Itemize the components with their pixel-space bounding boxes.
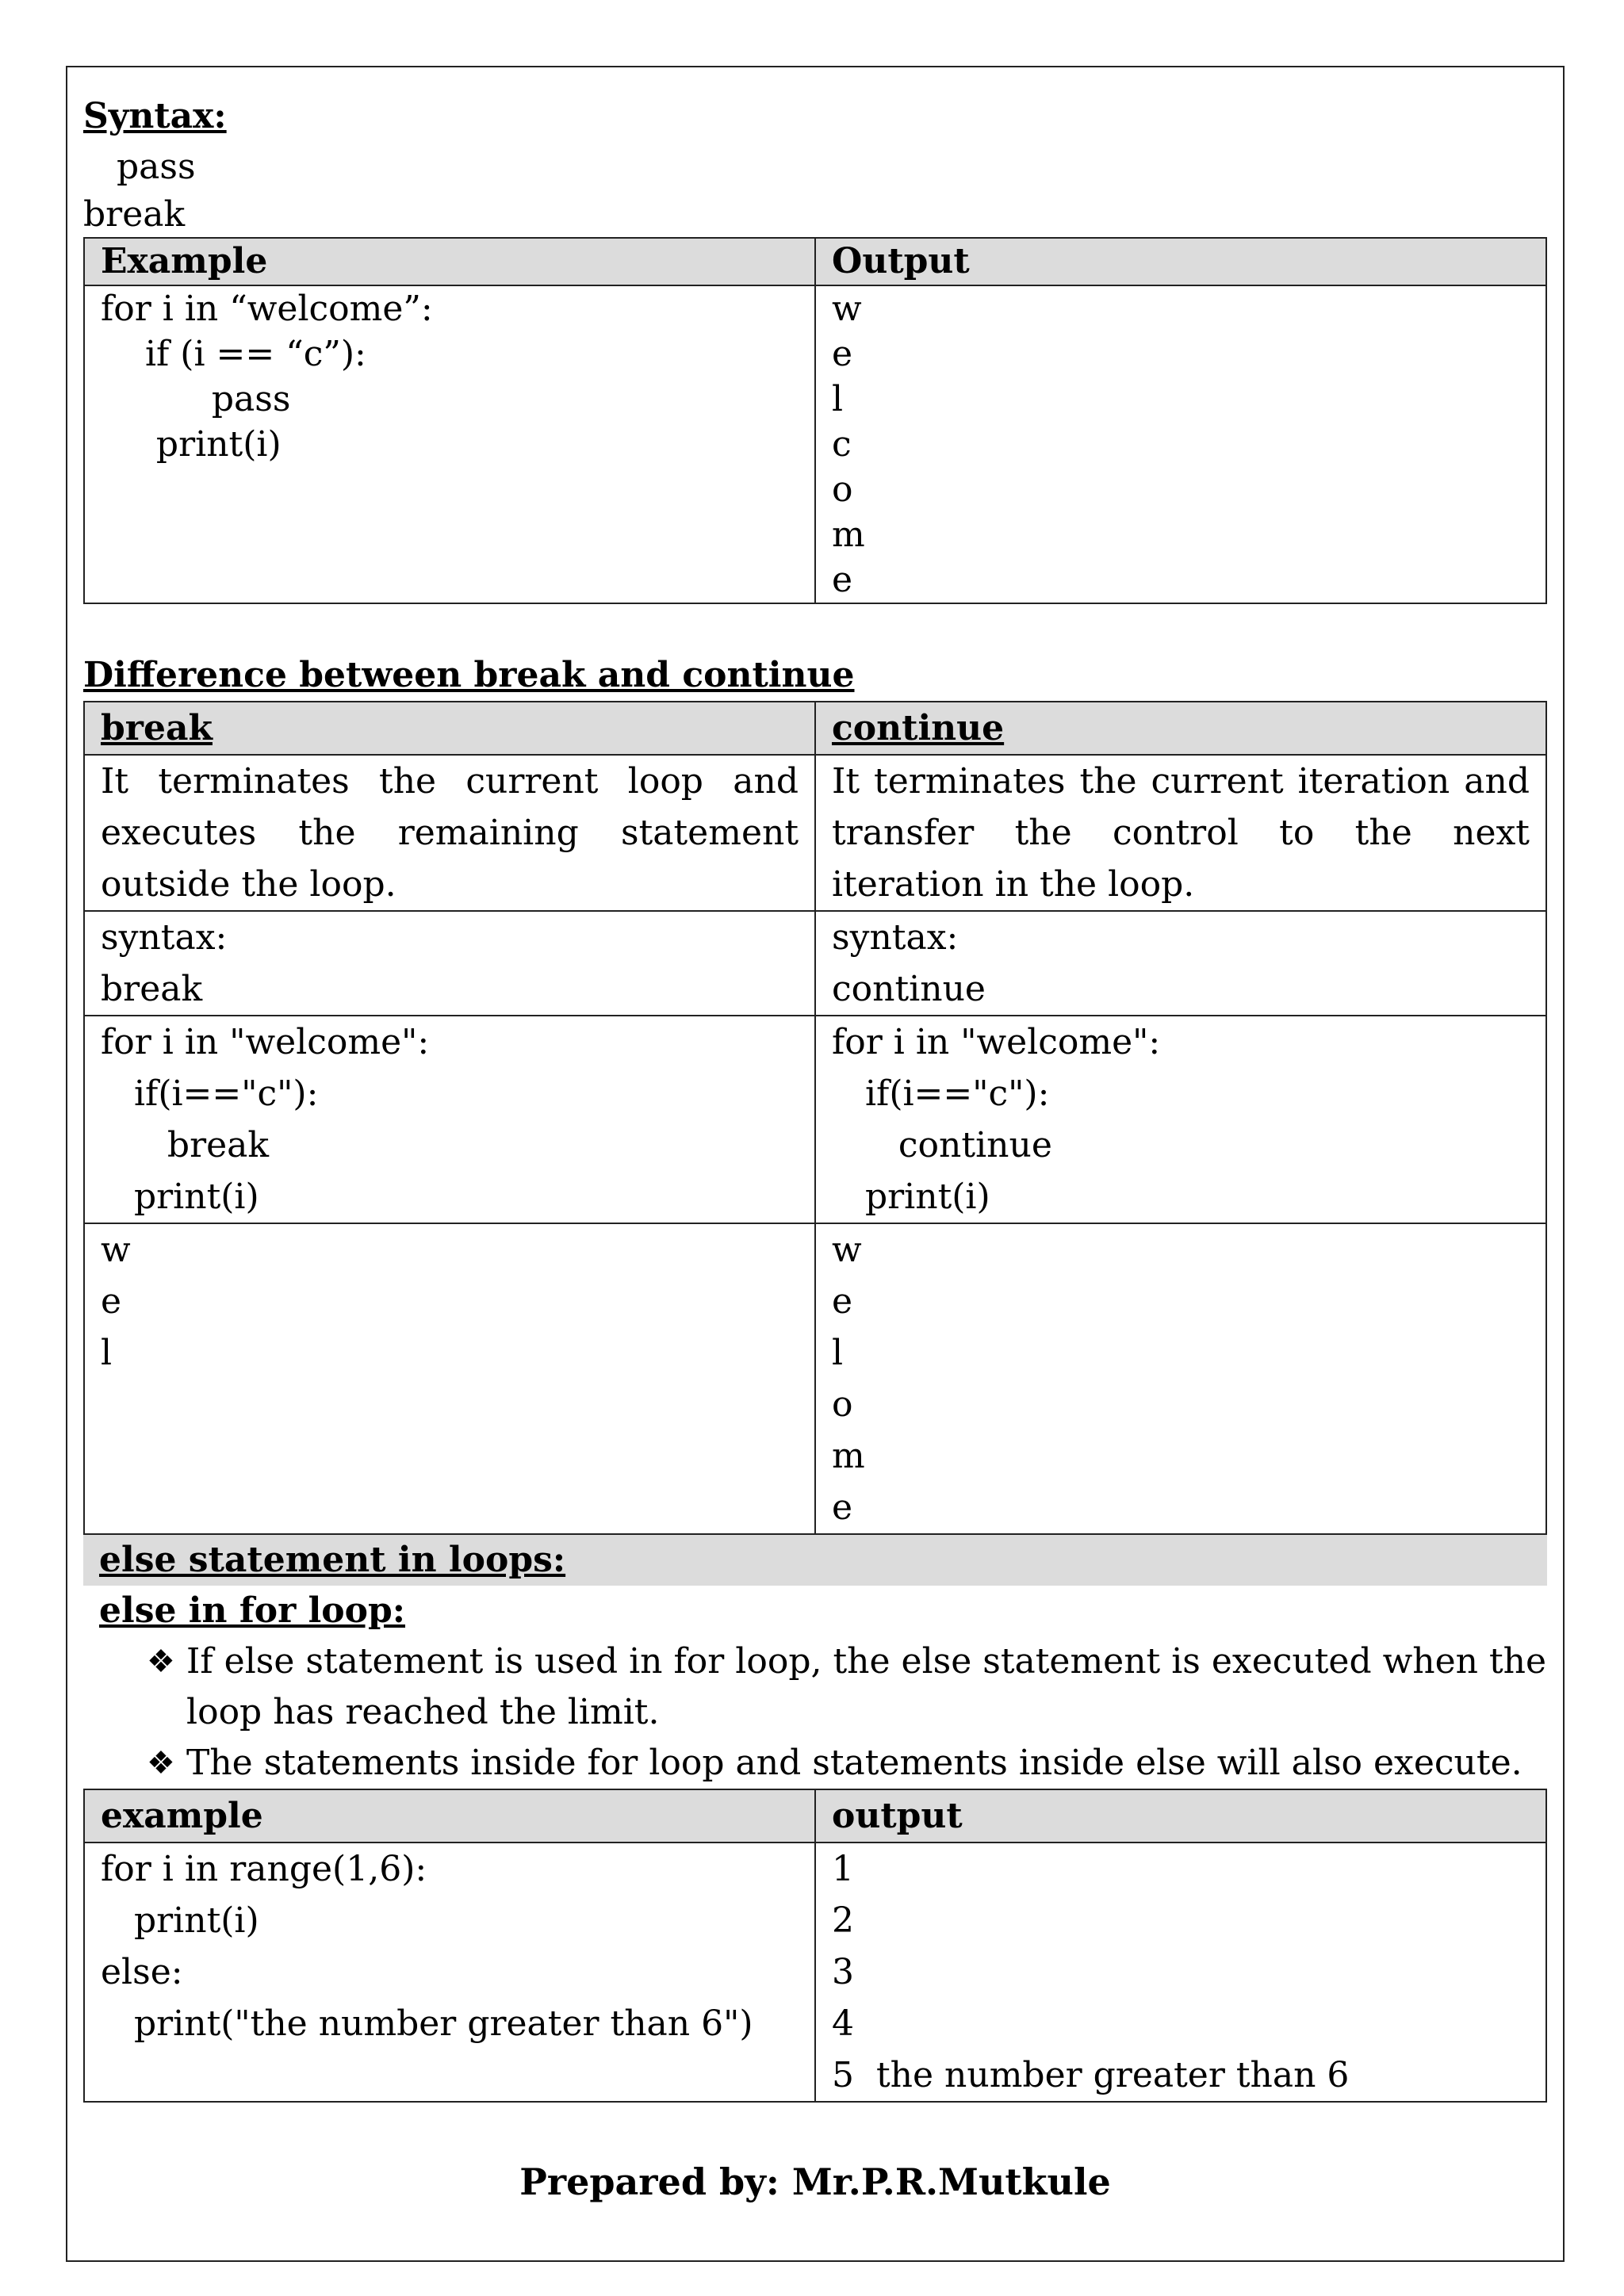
output-line: e <box>832 1487 853 1528</box>
syntax-section <box>83 91 1547 240</box>
table-header: output <box>815 1789 1546 1843</box>
output-line: w <box>832 289 862 329</box>
difference-table <box>83 701 1547 1535</box>
output-cell <box>815 1843 1546 2102</box>
code-line: print(i) <box>101 1177 259 1217</box>
else-for-heading: else in for loop: <box>99 1590 406 1631</box>
code-line: pass <box>101 379 291 419</box>
diamond-bullet-icon: ❖ <box>147 1745 175 1781</box>
bullet-text: If else statement is used in for loop, the else statement is executed when the loop has reached the limit. <box>186 1641 1547 1732</box>
syntax-label: syntax: <box>101 917 228 958</box>
break-code-cell <box>84 1016 815 1223</box>
code-line: if (i == “c”): <box>101 334 366 374</box>
output-line: w <box>101 1230 131 1270</box>
table-header: Example <box>84 238 815 285</box>
code-cell <box>84 1843 815 2102</box>
table-header: Output <box>815 238 1546 285</box>
syntax-line: pass <box>83 147 196 187</box>
list-item <box>147 1636 1547 1738</box>
code-line: for i in "welcome": <box>832 1022 1161 1062</box>
table-header-continue: continue <box>815 702 1546 755</box>
continue-code-cell <box>815 1016 1546 1223</box>
syntax-heading: Syntax: <box>83 96 227 136</box>
code-line: for i in range(1,6): <box>101 1849 427 1889</box>
code-line: if(i=="c"): <box>832 1073 1050 1114</box>
continue-output-cell <box>815 1223 1546 1534</box>
output-line: 5 the number greater than 6 <box>832 2055 1350 2095</box>
diamond-bullet-icon: ❖ <box>147 1644 175 1680</box>
output-line: 4 <box>832 2003 854 2044</box>
code-line: else: <box>101 1952 183 1992</box>
output-line: l <box>832 1333 844 1373</box>
code-line: break <box>101 1125 270 1165</box>
pass-example-table <box>83 237 1547 604</box>
output-line: e <box>832 334 853 374</box>
code-line: for i in "welcome": <box>101 1022 430 1062</box>
code-line: print("the number greater than 6") <box>101 2003 753 2044</box>
output-line: c <box>832 424 852 465</box>
code-line: print(i) <box>832 1177 990 1217</box>
code-line: for i in “welcome”: <box>101 289 433 329</box>
else-section-heading: else statement in loops: <box>83 1535 1547 1586</box>
code-line: if(i=="c"): <box>101 1073 319 1114</box>
break-syntax-cell <box>84 911 815 1016</box>
output-line: 2 <box>832 1900 854 1941</box>
code-line: print(i) <box>101 1900 259 1941</box>
page-content <box>83 91 1547 2103</box>
code-line: print(i) <box>101 424 282 465</box>
syntax-line: break <box>83 194 186 235</box>
table-header-break: break <box>84 702 815 755</box>
page-frame <box>66 66 1565 2262</box>
syntax-value: continue <box>832 969 986 1009</box>
syntax-value: break <box>101 969 203 1009</box>
output-line: w <box>832 1230 862 1270</box>
break-output-cell <box>84 1223 815 1534</box>
output-line: 1 <box>832 1849 854 1889</box>
footer-credit: Prepared by: Mr.P.R.Mutkule <box>519 2160 1111 2203</box>
output-line: e <box>101 1281 122 1322</box>
output-line: m <box>832 1436 865 1476</box>
output-line: l <box>832 379 844 419</box>
output-line: 3 <box>832 1952 854 1992</box>
output-line: e <box>832 560 853 600</box>
bullet-text: The statements inside for loop and statements inside else will also execute. <box>186 1743 1522 1783</box>
break-description: It terminates the current loop and executes the remaining statement outside the loop. <box>84 755 815 911</box>
output-line: l <box>101 1333 113 1373</box>
else-example-table <box>83 1789 1547 2103</box>
difference-heading: Difference between break and continue <box>83 655 855 695</box>
continue-description: It terminates the current iteration and transfer the control to the next iteration in the loop. <box>815 755 1546 911</box>
list-item <box>147 1738 1547 1789</box>
syntax-label: syntax: <box>832 917 959 958</box>
output-cell <box>815 285 1546 603</box>
output-line: o <box>832 1384 853 1425</box>
output-line: e <box>832 1281 853 1322</box>
code-line: continue <box>832 1125 1052 1165</box>
bullet-list <box>83 1636 1547 1789</box>
continue-syntax-cell <box>815 911 1546 1016</box>
output-line: m <box>832 515 865 555</box>
code-cell <box>84 285 815 603</box>
table-header: example <box>84 1789 815 1843</box>
output-line: o <box>832 469 853 510</box>
